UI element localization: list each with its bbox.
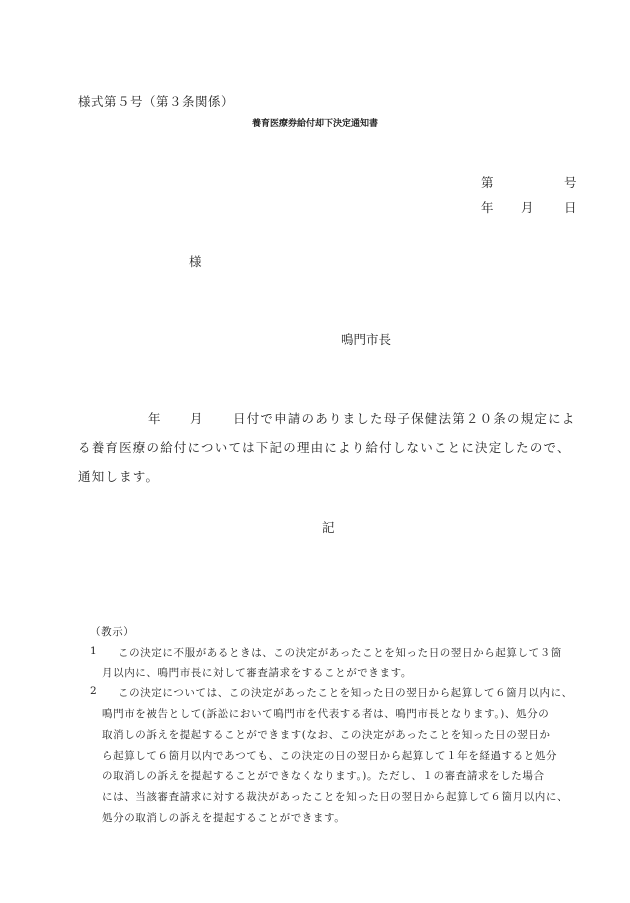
notice-item-line: ら起算して６箇月以内であつても、この決定の日の翌日から起算して１年を経過すると処分: [102, 750, 558, 762]
form-label: 様式第５号（第３条関係）: [78, 94, 235, 109]
body-line-3: 通知します。: [78, 469, 160, 484]
date-month-label: 月: [521, 200, 534, 215]
notice-item-line: この決定に不服があるときは、この決定があったことを知った日の翌日から起算して３箇: [118, 647, 562, 659]
notice-item-line: 鳴門市を被告として(訴訟において鳴門市を代表する者は、鳴門市長となります。)、処分の: [102, 708, 550, 720]
date-year-label: 年: [481, 200, 494, 215]
document-number-suffix: 号: [564, 175, 577, 190]
notice-item-number: 2: [90, 685, 98, 697]
date-day-label: 日: [564, 200, 577, 215]
body-year-label: 年: [148, 411, 161, 426]
document-number-prefix: 第: [481, 175, 494, 190]
body-line-1: 日付で申請のありました母子保健法第２０条の規定によ: [233, 411, 576, 426]
notice-item-line: 月以内に、鳴門市長に対して審査請求をすることができます。: [102, 667, 412, 679]
addressee-suffix: 様: [189, 254, 202, 269]
sender-name: 鳴門市長: [341, 332, 392, 347]
document-title: 養育医療券給付却下決定通知書: [251, 119, 378, 129]
notice-heading: （教示）: [90, 626, 135, 638]
body-month-label: 月: [190, 411, 203, 426]
record-heading: 記: [322, 520, 335, 535]
notice-item-line: この決定については、この決定があったことを知った日の翌日から起算して６箇月以内に、: [118, 687, 573, 699]
notice-item-line: の取消しの訴えを提起することができなくなります。)。ただし、１の審査請求をした場合: [102, 770, 545, 782]
body-line-2: る養育医療の給付については下記の理由により給付しないことに決定したので、: [78, 440, 571, 455]
notice-item-line: 処分の取消しの訴えを提起することができます。: [102, 812, 346, 824]
notice-item-line: には、当該審査請求に対する裁決があったことを知った日の翌日から起算して６箇月以内に、: [102, 791, 569, 803]
notice-item-number: 1: [90, 645, 98, 657]
notice-item-line: 取消しの訴えを提起することができます(なお、この決定があったことを知った日の翌日か: [102, 729, 551, 741]
